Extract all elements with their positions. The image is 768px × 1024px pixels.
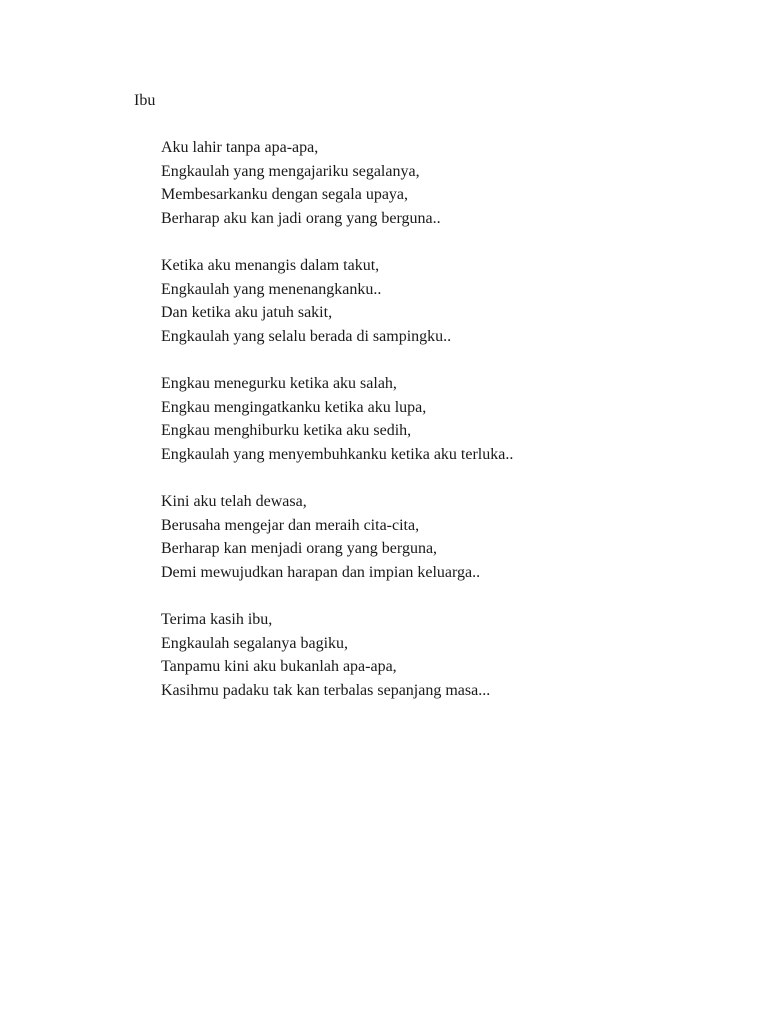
poem-line: Engkau menghiburku ketika aku sedih, <box>161 422 412 439</box>
poem-title: Ibu <box>134 92 156 109</box>
stanza-5 <box>161 608 513 702</box>
poem-line: Dan ketika aku jatuh sakit, <box>161 304 333 321</box>
poem-line: Engkaulah yang mengajariku segalanya, <box>161 162 420 180</box>
poem-line: Engkau menegurku ketika aku salah, <box>161 375 397 392</box>
stanza-4 <box>161 490 513 584</box>
stanza-2 <box>161 254 513 348</box>
poem-line: Kini aku telah dewasa, <box>161 493 307 510</box>
poem-line: Kasihmu padaku tak kan terbalas sepanjang masa... <box>161 681 491 699</box>
poem-line: Engkaulah segalanya bagiku, <box>161 634 349 652</box>
poem-line: Membesarkanku dengan segala upaya, <box>161 186 409 203</box>
poem-line: Engkaulah yang menyembuhkanku ketika aku terluka.. <box>161 445 514 463</box>
stanza-1 <box>161 136 513 230</box>
poem-line: Demi mewujudkan harapan dan impian keluarga.. <box>161 563 481 581</box>
poem-line: Engkau mengingatkanku ketika aku lupa, <box>161 398 427 416</box>
poem-line: Berharap kan menjadi orang yang berguna, <box>161 540 438 557</box>
poem-line: Engkaulah yang menenangkanku.. <box>161 280 382 298</box>
poem-line: Tanpamu kini aku bukanlah apa-apa, <box>161 658 397 675</box>
poem-line: Berharap aku kan jadi orang yang berguna.. <box>161 209 441 227</box>
poem-line: Berusaha mengejar dan meraih cita-cita, <box>161 516 420 534</box>
poem-body <box>161 136 513 726</box>
poem-line: Engkaulah yang selalu berada di sampingku.. <box>161 327 452 345</box>
poem-line: Terima kasih ibu, <box>161 611 273 628</box>
poem-line: Aku lahir tanpa apa-apa, <box>161 139 319 156</box>
stanza-3 <box>161 372 513 466</box>
poem-line: Ketika aku menangis dalam takut, <box>161 257 380 274</box>
